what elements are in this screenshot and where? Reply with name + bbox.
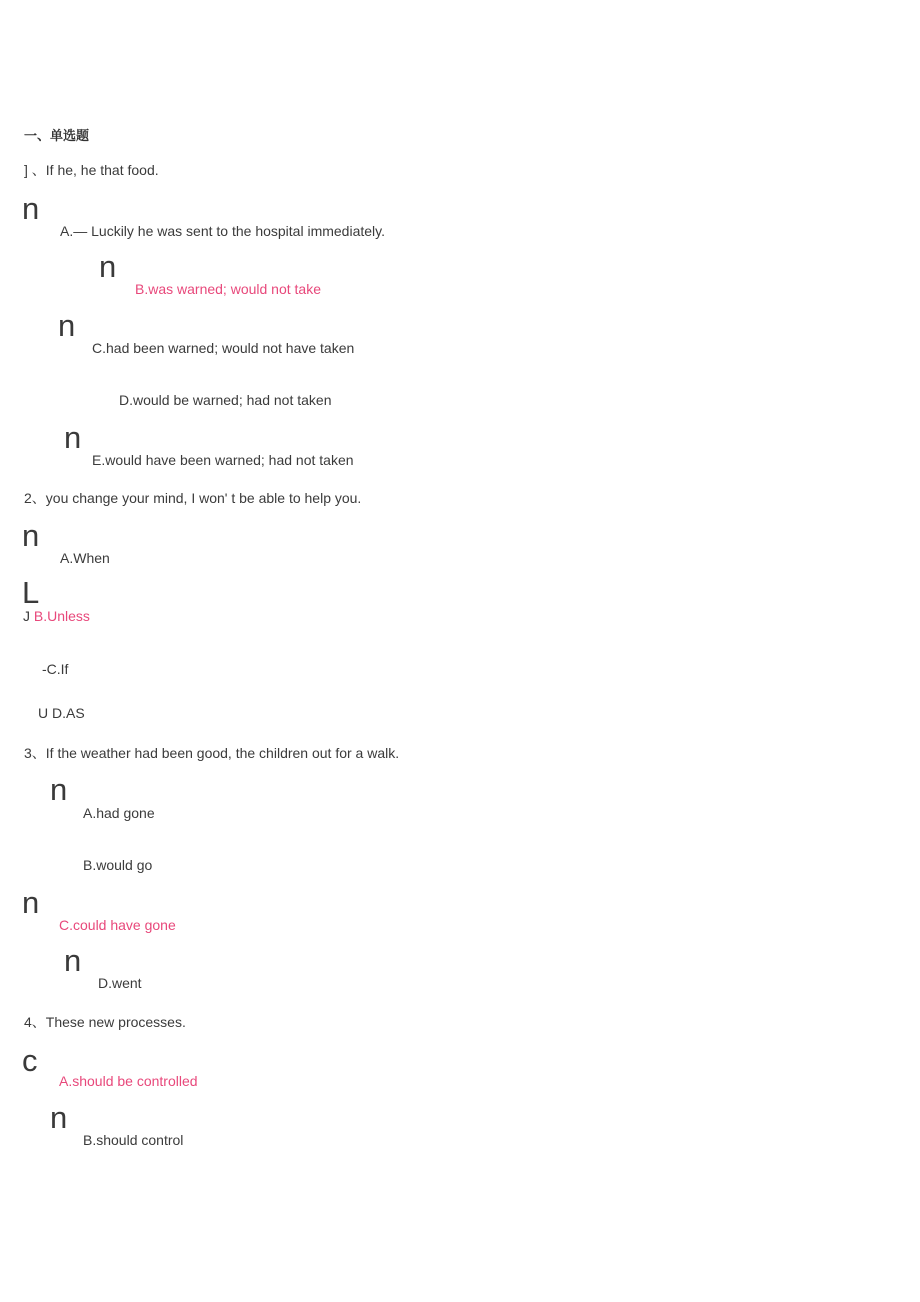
question-3-option-c-correct: C.could have gone — [59, 917, 176, 933]
q3-option-d-bullet-artifact: n — [64, 943, 82, 978]
question-2-option-c: C.If — [46, 661, 69, 677]
q2-option-c-prefix-artifact: - — [42, 661, 47, 677]
question-2-option-b-correct: B.Unless — [33, 608, 90, 624]
question-2-option-c-line — [42, 661, 68, 677]
question-3-option-a: A.had gone — [83, 805, 155, 821]
section-heading: 一、单选题 — [24, 128, 90, 143]
q2-option-b-bullet-artifact: L — [22, 575, 40, 610]
question-1-text: ] 、If he, he that food. — [24, 162, 159, 178]
q1-option-b-bullet-artifact: n — [99, 249, 117, 284]
q2-option-b-prefix-artifact: J — [23, 608, 34, 624]
q2-option-a-bullet-artifact: n — [22, 518, 40, 553]
question-3-text: 3、If the weather had been good, the children out for a walk. — [24, 745, 400, 761]
question-1-option-c: C.had been warned; would not have taken — [92, 340, 355, 356]
question-2-option-d: D.AS — [52, 705, 85, 721]
q1-option-a-bullet-artifact: n — [22, 191, 40, 226]
question-4-option-a-correct: A.should be controlled — [59, 1073, 198, 1089]
question-1-option-d: D.would be warned; had not taken — [119, 392, 332, 408]
question-4-text: 4、These new processes. — [24, 1014, 186, 1030]
question-2-option-d-line — [38, 705, 85, 721]
question-1-option-a: A.— Luckily he was sent to the hospital immediately. — [60, 223, 386, 239]
question-2-option-b-line — [23, 608, 90, 624]
q4-option-b-bullet-artifact: n — [50, 1100, 68, 1135]
q3-option-c-bullet-artifact: n — [22, 885, 40, 920]
q1-option-c-bullet-artifact: n — [58, 308, 76, 343]
question-2-text: 2、you change your mind, I won' t be able to help you. — [24, 490, 362, 506]
question-1-option-b-correct: B.was warned; would not take — [135, 281, 321, 297]
q3-option-a-bullet-artifact: n — [50, 772, 68, 807]
q4-option-a-bullet-artifact: c — [22, 1043, 38, 1078]
question-2-option-a: A.When — [60, 550, 110, 566]
question-3-option-b: B.would go — [83, 857, 153, 873]
question-4-option-b: B.should control — [83, 1132, 184, 1148]
q1-option-e-bullet-artifact: n — [64, 420, 82, 455]
q2-option-d-prefix-artifact: U — [38, 705, 52, 721]
question-3-option-d: D.went — [98, 975, 142, 991]
question-1-option-e: E.would have been warned; had not taken — [92, 452, 354, 468]
